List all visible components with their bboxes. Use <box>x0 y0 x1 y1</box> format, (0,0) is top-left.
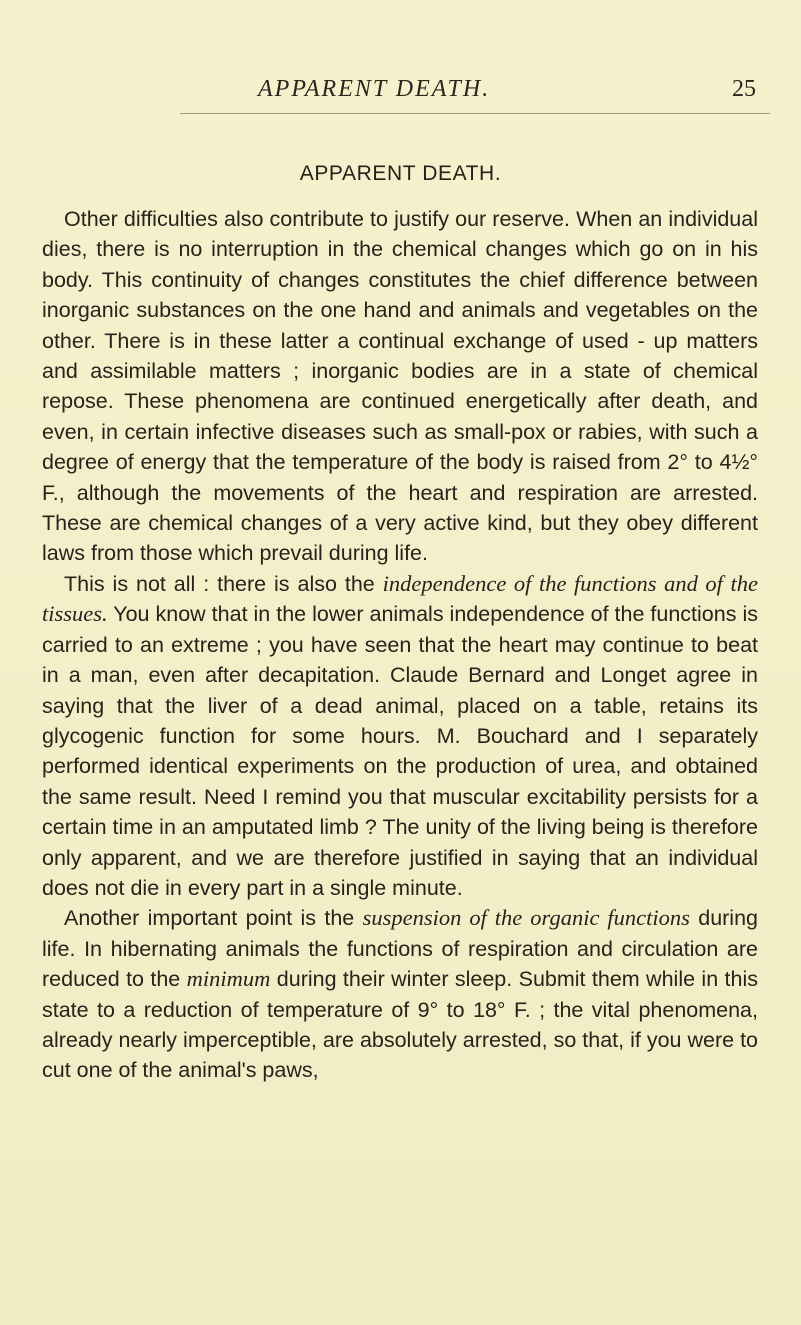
paragraph-3 <box>42 903 758 1085</box>
header-rule <box>180 113 770 114</box>
paragraph-2 <box>42 569 758 903</box>
paragraph-2-italic-phrase: independence of the functions and of the tissues. <box>42 570 758 627</box>
paragraph-3-italic-word: minimum <box>186 966 271 992</box>
paragraph-3-text: Another important point is the <box>64 906 363 931</box>
section-heading: APPARENT DEATH. <box>299 162 502 185</box>
paragraph-1 <box>42 204 758 569</box>
running-head-title: APPARENT DEATH. <box>258 76 491 102</box>
page-number: 25 <box>732 76 756 102</box>
paragraph-3-text-cont: during life. In hibernating animals the functions of respiration and circulation are reduced to the <box>42 906 758 992</box>
paragraph-3-text-end: during their winter sleep. Submit them while in this state to a reduction of temperature of 9° to 18° F. ; the vital phenomena, already nearly imperceptible, are absolutely arrested, so that, if you were to cut one of the animal's paws, <box>42 967 758 1083</box>
paragraph-2-text: This is not all : there is also the <box>64 571 383 596</box>
running-head <box>258 76 778 106</box>
paragraph-3-italic-phrase: suspension of the organic functions <box>362 905 690 931</box>
paragraph-1-text: Other difficulties also contribute to justify our reserve. When an individual dies, there is no interruption in the chemical changes which go on in his body. This continuity of changes constitutes the chief difference between inorganic substances on the one hand and animals and vegetables on the other. There is in these latter a continual exchange of used - up matters and assimilable matters ; inorganic bodies are in a state of chemical repose. These phenomena are continued energetically after death, and even, in certain infective diseases such as small-pox or rabies, with such a degree of energy that the temperature of the body is raised from 2° to 4½° F., although the movements of the heart and respiration are arrested. These are chemical changes of a very active kind, but they obey different laws from those which prevail during life. <box>42 207 758 566</box>
paragraph-2-text-cont: You know that in the lower animals independence of the functions is carried to an extreme ; you have seen that the heart may continue to beat in a man, even after decapitation. Claude Bernard and Longet agree in saying that the liver of a dead animal, placed on a table, retains its glycogenic function for some hours. M. Bouchard and I separately performed identical experiments on the production of urea, and obtained the same result. Need I remind you that muscular excitability persists for a certain time in an amputated limb ? The unity of the living being is therefore only apparent, and we are therefore justified in saying that an individual does not die in every part in a single minute. <box>42 602 758 900</box>
body-text <box>42 204 758 1086</box>
